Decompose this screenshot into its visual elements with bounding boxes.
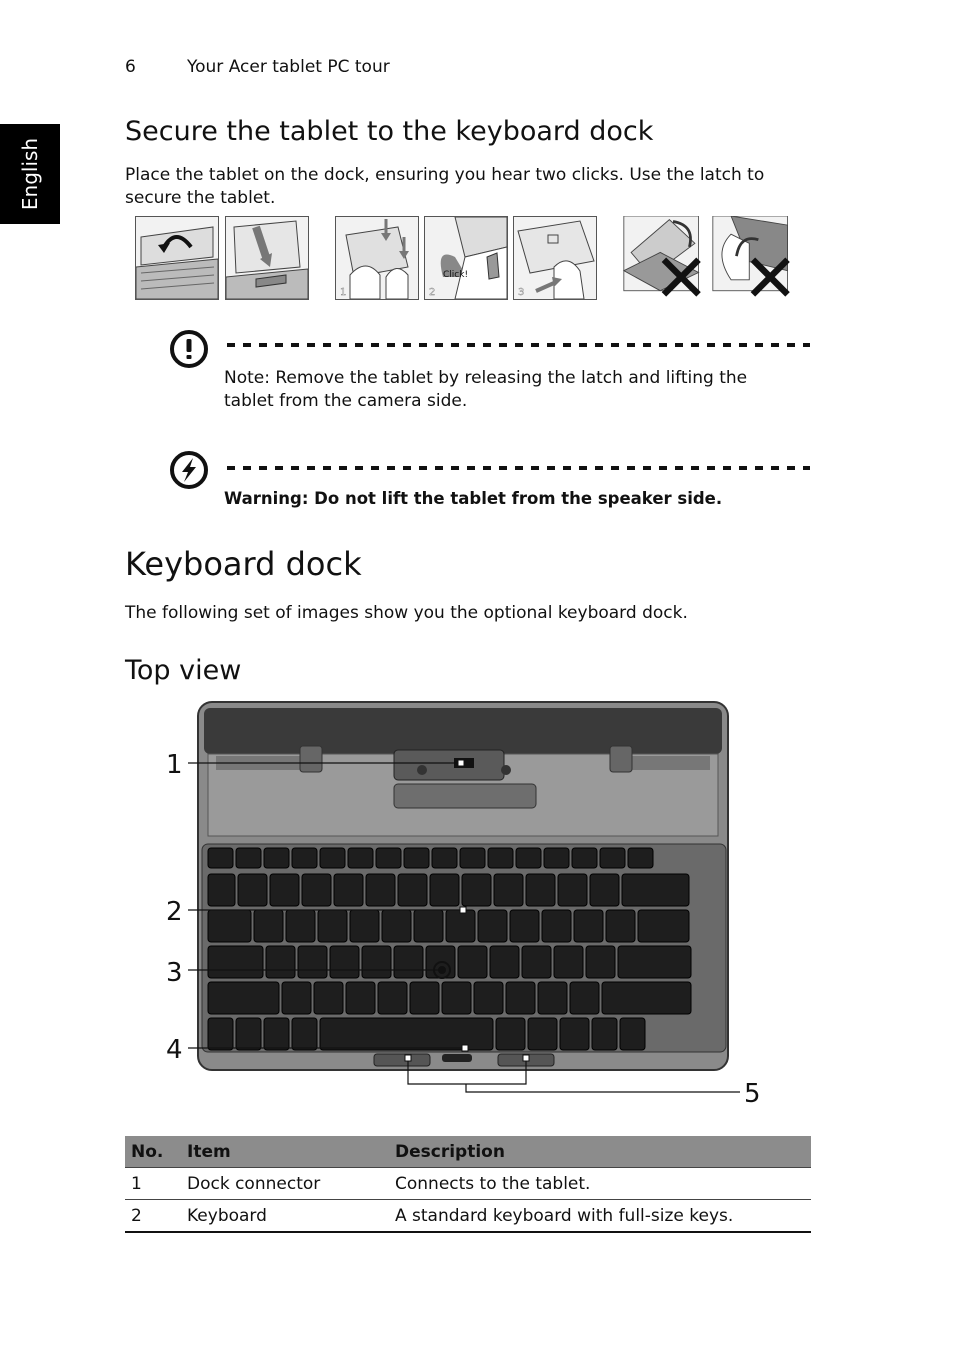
spec-table (125, 1136, 811, 1233)
keyboard-key (600, 848, 625, 868)
svg-text:Click!: Click! (443, 270, 469, 280)
language-tab-label: English (18, 137, 42, 211)
section-paragraph-secure: Place the tablet on the dock, ensuring you hear two clicks. Use the latch to secure the tablet. (125, 165, 765, 208)
keyboard-key (628, 848, 653, 868)
keyboard-key (348, 848, 373, 868)
keyboard-key (404, 848, 429, 868)
section-title-keyboard-dock: Keyboard dock (125, 545, 362, 583)
section-paragraph-keyboard-dock: The following set of images show you the optional keyboard dock. (125, 603, 688, 623)
keyboard-key (292, 848, 317, 868)
keyboard-key (544, 848, 569, 868)
keyboard-key (458, 946, 487, 978)
keyboard-key (350, 910, 379, 942)
keyboard-key (298, 946, 327, 978)
keyboard-key (236, 848, 261, 868)
keyboard-key (292, 1018, 317, 1050)
keyboard-key (282, 982, 311, 1014)
keyboard-key (236, 1018, 261, 1050)
keyboard-key (238, 874, 267, 906)
keyboard-key (494, 874, 523, 906)
keyboard-key (510, 910, 539, 942)
keyboard-key (522, 946, 551, 978)
keyboard-key (382, 910, 411, 942)
keyboard-dock-figure (160, 698, 770, 1108)
keyboard-key (286, 910, 315, 942)
page-number: 6 (125, 57, 136, 77)
illustration-step-1 (335, 216, 419, 300)
keyboard-key (528, 1018, 557, 1050)
keyboard-key (208, 910, 251, 942)
keyboard-key (592, 1018, 617, 1050)
svg-text:3: 3 (518, 287, 525, 298)
keyboard-key (410, 982, 439, 1014)
keyboard-key (474, 982, 503, 1014)
keyboard-key (622, 874, 689, 906)
section-title-secure: Secure the tablet to the keyboard dock (125, 116, 654, 147)
keyboard-key (490, 946, 519, 978)
keyboard-key (606, 910, 635, 942)
keyboard-key (330, 946, 359, 978)
keyboard-key (586, 946, 615, 978)
keyboard-key (590, 874, 619, 906)
warning-text: Warning: Do not lift the tablet from the speaker side. (224, 489, 723, 508)
keyboard-key (320, 848, 345, 868)
callout-4: 4 (166, 1035, 183, 1065)
keyboard-key (538, 982, 567, 1014)
table-cell: 1 (125, 1168, 181, 1200)
table-cell: 2 (125, 1200, 181, 1233)
keyboard-key (558, 874, 587, 906)
table-header-item: Item (181, 1136, 389, 1168)
lightning-icon (170, 451, 208, 489)
keyboard-key (570, 982, 599, 1014)
keyboard-key (318, 910, 347, 942)
keyboard-key (602, 982, 691, 1014)
keyboard-key (208, 874, 235, 906)
table-cell: A standard keyboard with full-size keys. (389, 1200, 811, 1233)
keyboard-key (542, 910, 571, 942)
keyboard-key (264, 1018, 289, 1050)
keyboard-key (488, 848, 513, 868)
keyboard-key (376, 848, 401, 868)
keyboard-key (618, 946, 691, 978)
keyboard-key (572, 848, 597, 868)
keyboard-key (496, 1018, 525, 1050)
note-text: Note: Remove the tablet by releasing the latch and lifting the tablet from the camera side. (224, 368, 748, 411)
keyboard-key (208, 946, 263, 978)
keyboard-key (460, 848, 485, 868)
keyboard-key (270, 874, 299, 906)
svg-text:1: 1 (340, 287, 347, 298)
keyboard-key (314, 982, 343, 1014)
note-label: Note (224, 368, 265, 388)
language-tab (0, 124, 60, 224)
running-title: Your Acer tablet PC tour (187, 57, 390, 77)
keyboard-key (506, 982, 535, 1014)
illustration-wrong-lift-2 (711, 216, 793, 298)
keyboard-key (516, 848, 541, 868)
keyboard-key (560, 1018, 589, 1050)
keyboard-key (266, 946, 295, 978)
callout-1: 1 (166, 750, 183, 780)
illustration-step-3 (513, 216, 597, 300)
illustration-place-tablet (225, 216, 309, 300)
keyboard-key (362, 946, 391, 978)
keyboard-key (526, 874, 555, 906)
keyboard-key (208, 848, 233, 868)
keyboard-key (432, 848, 457, 868)
svg-text:2: 2 (429, 287, 436, 298)
keyboard-key (302, 874, 331, 906)
table-cell: Connects to the tablet. (389, 1168, 811, 1200)
callout-3: 3 (166, 958, 183, 988)
keyboard-key (574, 910, 603, 942)
keyboard-key (378, 982, 407, 1014)
keyboard-key (254, 910, 283, 942)
table-header-description: Description (389, 1136, 811, 1168)
keyboard-key (554, 946, 583, 978)
keyboard-key (394, 946, 423, 978)
keyboard-key (264, 848, 289, 868)
keyboard-key (478, 910, 507, 942)
callout-5: 5 (744, 1079, 761, 1108)
keyboard-key (334, 874, 363, 906)
table-cell: Dock connector (181, 1168, 389, 1200)
keyboard-key (446, 910, 475, 942)
table-row (125, 1168, 811, 1200)
keyboard-key (414, 910, 443, 942)
keyboard-key (462, 874, 491, 906)
keyboard-key (208, 1018, 233, 1050)
keyboard-key (366, 874, 395, 906)
table-row (125, 1200, 811, 1233)
keyboard-key (208, 982, 279, 1014)
warning-divider (227, 466, 810, 470)
keyboard-key (346, 982, 375, 1014)
keyboard-key (398, 874, 427, 906)
illustration-wrong-lift-1 (622, 216, 704, 298)
illustration-step-2 (424, 216, 508, 300)
table-header-no: No. (125, 1136, 181, 1168)
callout-2: 2 (166, 897, 183, 927)
keyboard-key (620, 1018, 645, 1050)
note-divider (227, 343, 810, 347)
table-cell: Keyboard (181, 1200, 389, 1233)
table-header-row (125, 1136, 811, 1168)
illustration-open-lid (135, 216, 219, 300)
keyboard-key (442, 982, 471, 1014)
keyboard-key (638, 910, 689, 942)
exclamation-icon (170, 330, 208, 368)
section-title-top-view: Top view (125, 655, 242, 686)
keyboard-key (430, 874, 459, 906)
